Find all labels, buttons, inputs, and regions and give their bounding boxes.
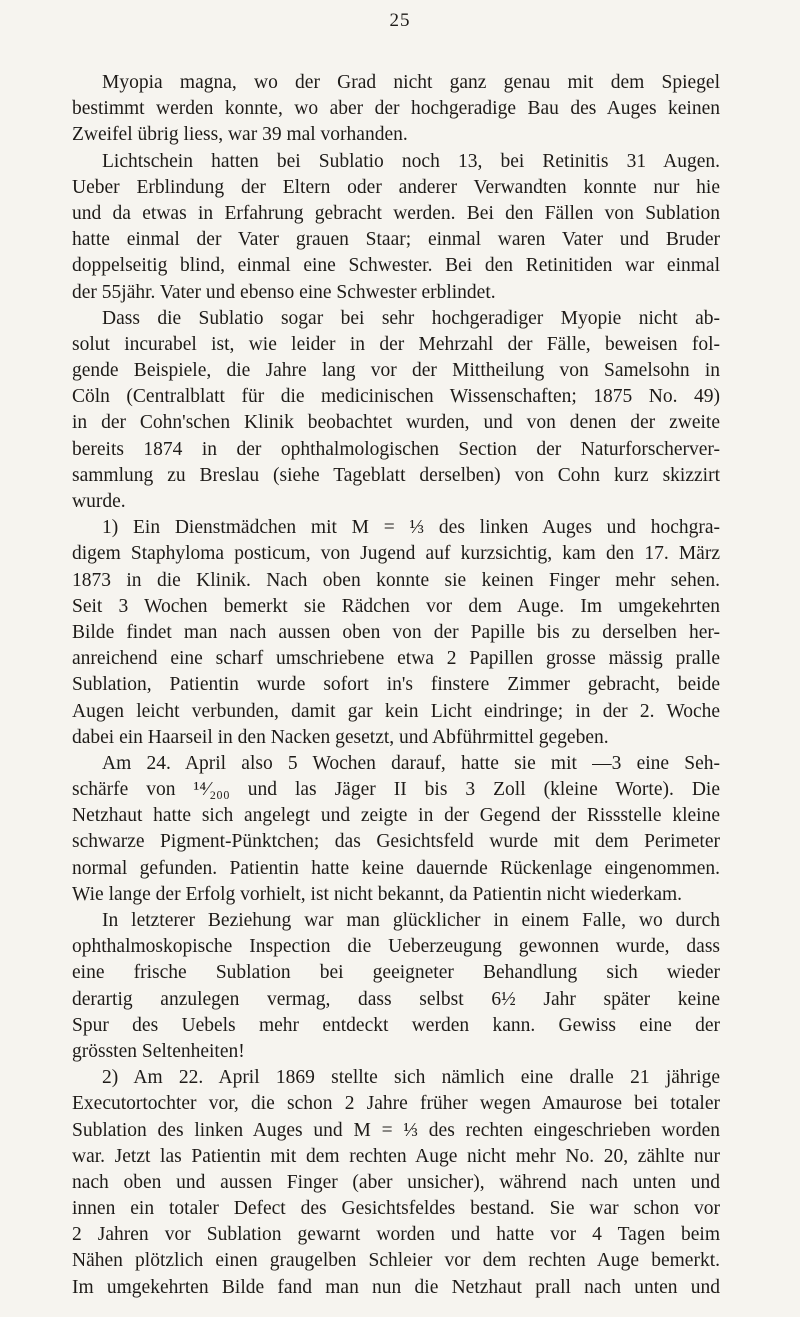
- text-line: Cöln (Centralblatt für die medicinischen Wissenschaften; 1875 No. 49): [72, 386, 720, 408]
- text-line: gende Beispiele, die Jahre lang vor der Mittheilung von Samelsohn in: [72, 360, 720, 382]
- text-line: Executortochter vor, die schon 2 Jahre früher wegen Amaurose bei totaler: [72, 1093, 720, 1115]
- text-line: 2) Am 22. April 1869 stellte sich nämlich eine dralle 21 jährige: [102, 1067, 720, 1089]
- text-line: doppelseitig blind, einmal eine Schwester. Bei den Retinitiden war einmal: [72, 255, 720, 277]
- text-line: Sublation, Patientin wurde sofort in's finstere Zimmer gebracht, beide: [72, 674, 720, 696]
- text-line: Dass die Sublatio sogar bei sehr hochgeradiger Myopie nicht ab-: [102, 307, 720, 329]
- text-line: 1) Ein Dienstmädchen mit M = ⅓ des linken Auges und hochgra-: [102, 517, 720, 539]
- text-line: Lichtschein hatten bei Sublatio noch 13, bei Retinitis 31 Augen.: [102, 150, 720, 172]
- text-line: wurde.: [72, 491, 126, 512]
- text-line: digem Staphyloma posticum, von Jugend auf kurzsichtig, kam den 17. März: [72, 543, 720, 565]
- text-line: Am 24. April also 5 Wochen darauf, hatte sie mit —3 eine Seh-: [102, 752, 720, 774]
- text-line: 1873 in die Klinik. Nach oben konnte sie keinen Finger mehr sehen.: [72, 569, 720, 591]
- text-line: in der Cohn'schen Klinik beobachtet wurden, und von denen der zweite: [72, 412, 720, 434]
- page-number: 25: [389, 10, 411, 31]
- text-line: bestimmt werden konnte, wo aber der hochgeradige Bau des Auges keinen: [72, 98, 720, 120]
- text-line: schärfe von ¹⁴⁄₂₀₀ und las Jäger II bis 3 Zoll (kleine Worte). Die: [72, 779, 720, 801]
- text-line: bereits 1874 in der ophthalmologischen Section der Naturforscherver-: [72, 438, 720, 460]
- text-line: hatte einmal der Vater grauen Staar; einmal waren Vater und Bruder: [72, 229, 720, 251]
- text-line: dabei ein Haarseil in den Nacken gesetzt, und Abführmittel gegeben.: [72, 726, 609, 748]
- text-line: Ueber Erblindung der Eltern oder anderer Verwandten konnte nur hie: [72, 176, 720, 198]
- text-line: Augen leicht verbunden, damit gar kein Licht eindringe; in der 2. Woche: [72, 700, 720, 722]
- text-line: sammlung zu Breslau (siehe Tageblatt derselben) von Cohn kurz skizzirt: [72, 464, 720, 486]
- text-line: ophthalmoskopische Inspection die Ueberzeugung gewonnen wurde, dass: [72, 936, 720, 958]
- body-text: [72, 70, 720, 1301]
- text-line: war. Jetzt las Patientin mit dem rechten Auge nicht mehr No. 20, zählte nur: [72, 1145, 720, 1167]
- text-line: Bilde findet man nach aussen oben von der Papille bis zu derselben her-: [72, 621, 720, 643]
- text-line: innen ein totaler Defect des Gesichtsfeldes bestand. Sie war schon vor: [72, 1198, 720, 1220]
- text-line: Zweifel übrig liess, war 39 mal vorhanden.: [72, 124, 408, 146]
- text-line: schwarze Pigment-Pünktchen; das Gesichtsfeld wurde mit dem Perimeter: [72, 831, 720, 853]
- text-line: nach oben und aussen Finger (aber unsicher), während nach unten und: [72, 1171, 720, 1193]
- text-line: solut incurabel ist, wie leider in der Mehrzahl der Fälle, beweisen fol-: [72, 333, 720, 355]
- text-line: derartig anzulegen vermag, dass selbst 6½ Jahr später keine: [72, 988, 720, 1010]
- text-line: und da etwas in Erfahrung gebracht werden. Bei den Fällen von Sublation: [72, 202, 720, 224]
- text-line: In letzterer Beziehung war man glücklicher in einem Falle, wo durch: [102, 910, 720, 931]
- text-line: Seit 3 Wochen bemerkt sie Rädchen vor dem Auge. Im umgekehrten: [72, 595, 720, 617]
- text-line: Wie lange der Erfolg vorhielt, ist nicht bekannt, da Patientin nicht wiederkam.: [72, 883, 683, 905]
- text-line: Netzhaut hatte sich angelegt und zeigte in der Gegend der Rissstelle kleine: [72, 805, 720, 827]
- text-line: Sublation des linken Auges und M = ⅓ des rechten eingeschrieben worden: [72, 1119, 720, 1141]
- text-line: Nähen plötzlich einen graugelben Schleier vor dem rechten Auge bemerkt.: [72, 1250, 720, 1272]
- text-line: Im umgekehrten Bilde fand man nun die Netzhaut prall nach unten und: [72, 1276, 720, 1298]
- text-line: Myopia magna, wo der Grad nicht ganz genau mit dem Spiegel: [102, 72, 720, 93]
- text-line: der 55jähr. Vater und ebenso eine Schwester erblindet.: [72, 281, 496, 303]
- text-line: eine frische Sublation bei geeigneter Behandlung sich wieder: [72, 962, 720, 984]
- text-line: grössten Seltenheiten!: [72, 1040, 245, 1062]
- text-line: normal gefunden. Patientin hatte keine dauernde Rückenlage eingenommen.: [72, 857, 720, 879]
- text-line: 2 Jahren vor Sublation gewarnt worden und hatte vor 4 Tagen beim: [72, 1224, 720, 1246]
- text-line: anreichend eine scharf umschriebene etwa 2 Papillen grosse mässig pralle: [72, 648, 720, 670]
- text-line: Spur des Uebels mehr entdeckt werden kann. Gewiss eine der: [72, 1014, 720, 1036]
